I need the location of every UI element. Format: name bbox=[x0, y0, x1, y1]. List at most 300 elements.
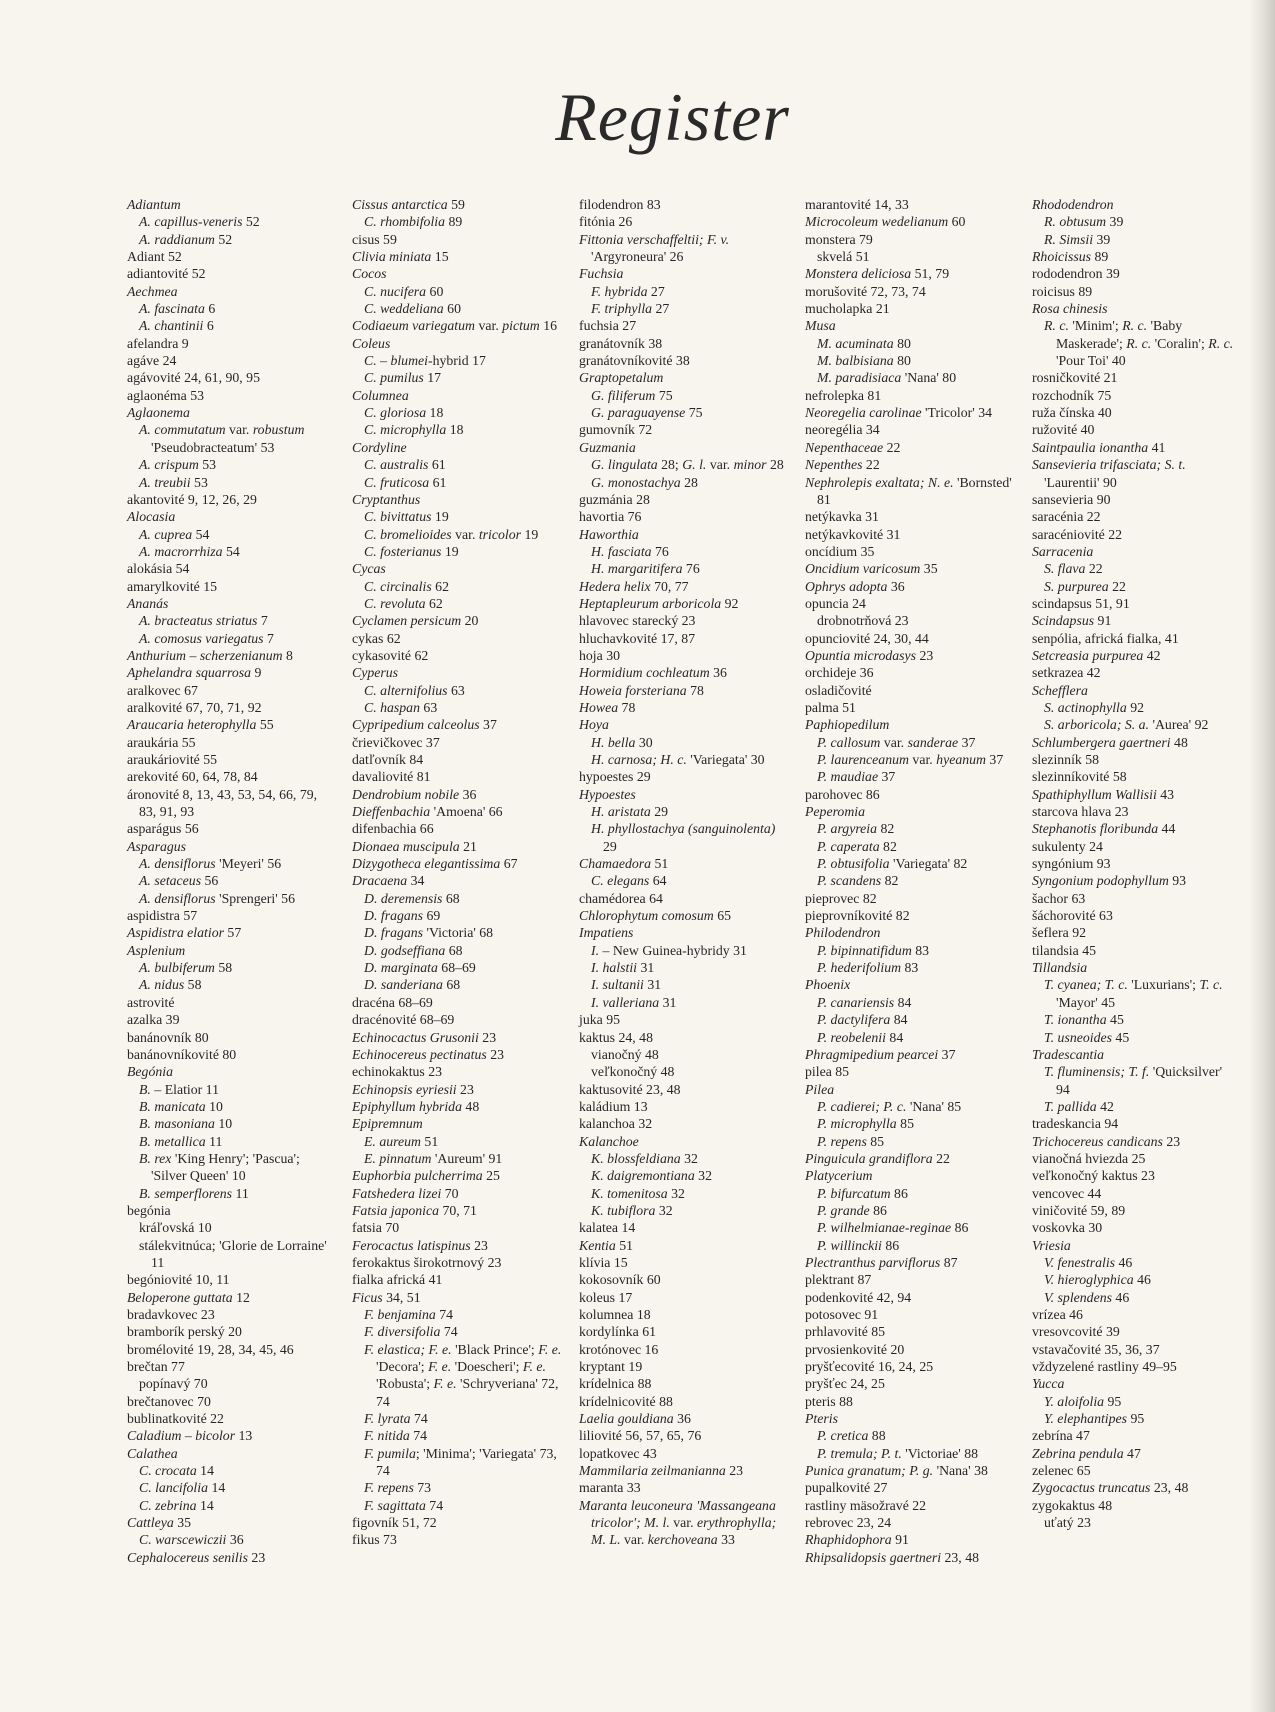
index-entry bbox=[579, 1219, 789, 1236]
entry-text: 32 bbox=[667, 1185, 685, 1201]
entry-text-italic: Howeia forsteriana bbox=[579, 682, 687, 698]
index-entry bbox=[352, 1185, 562, 1202]
entry-text-italic: A. raddianum bbox=[139, 231, 215, 247]
index-subentry bbox=[1032, 699, 1237, 716]
index-subentry bbox=[805, 1237, 1015, 1254]
index-column-1 bbox=[127, 196, 337, 1566]
index-subentry bbox=[352, 1427, 562, 1444]
entry-text-italic: Rhododendron bbox=[1032, 197, 1114, 212]
entry-text-italic: C. fosterianus bbox=[364, 543, 442, 559]
index-entry bbox=[1032, 508, 1237, 525]
index-entry bbox=[127, 1410, 337, 1427]
index-entry bbox=[1032, 1341, 1237, 1358]
entry-text: 19 bbox=[521, 526, 539, 542]
index-subentry bbox=[1032, 976, 1237, 1011]
entry-text: var. bbox=[225, 422, 253, 438]
index-subentry bbox=[579, 751, 789, 768]
entry-text-italic: C. – blumei bbox=[364, 353, 428, 369]
index-subentry bbox=[352, 213, 562, 230]
index-entry bbox=[352, 491, 562, 508]
entry-text: araukáriovité 55 bbox=[127, 752, 218, 767]
entry-text-italic: A. crispum bbox=[139, 457, 199, 473]
entry-text: ružovité 40 bbox=[1032, 422, 1095, 438]
entry-text: 45 bbox=[1106, 1012, 1124, 1028]
index-entry bbox=[805, 231, 1015, 248]
index-subentry bbox=[579, 560, 789, 577]
entry-text: 'Quicksilver' 94 bbox=[1056, 1064, 1223, 1097]
index-entry bbox=[805, 300, 1015, 317]
index-entry bbox=[805, 508, 1015, 525]
entry-text: 25 bbox=[482, 1168, 500, 1184]
index-entry bbox=[805, 664, 1015, 681]
index-entry bbox=[579, 716, 789, 733]
entry-text: lopatkovec 43 bbox=[579, 1445, 657, 1461]
entry-text: 76 bbox=[682, 561, 700, 577]
entry-text: ; 'Minima'; 'Variegata' 73, 74 bbox=[376, 1445, 557, 1479]
index-subentry bbox=[805, 1202, 1015, 1219]
entry-text: 47 bbox=[1123, 1445, 1141, 1461]
entry-text: kaktus 24, 48 bbox=[579, 1029, 653, 1045]
entry-text: sansevieria 90 bbox=[1032, 491, 1111, 507]
entry-text: krídelnica 88 bbox=[579, 1376, 652, 1392]
entry-text: 82 bbox=[879, 838, 897, 854]
entry-text: bromélovité 19, 28, 34, 45, 46 bbox=[127, 1341, 294, 1357]
entry-text-italic: Nepenthaceae bbox=[805, 439, 884, 455]
index-entry bbox=[579, 335, 789, 352]
index-entry bbox=[1032, 838, 1237, 855]
entry-text: 92 bbox=[721, 595, 739, 611]
index-entry bbox=[579, 1289, 789, 1306]
index-entry bbox=[352, 1063, 562, 1080]
index-entry bbox=[352, 630, 562, 647]
index-entry bbox=[805, 1531, 1015, 1548]
entry-text-italic: Ophrys adopta bbox=[805, 578, 888, 594]
entry-text: 51 bbox=[651, 856, 669, 872]
index-entry bbox=[1032, 265, 1237, 282]
entry-text-italic: I. valleriana bbox=[591, 994, 660, 1010]
index-subentry bbox=[805, 1445, 1015, 1462]
entry-text: 56 bbox=[201, 873, 219, 889]
index-entry bbox=[579, 213, 789, 230]
index-entry bbox=[1032, 369, 1237, 386]
index-subentry bbox=[127, 1531, 337, 1548]
entry-text: 85 bbox=[866, 1133, 885, 1149]
entry-text: 86 bbox=[869, 1202, 887, 1218]
entry-text-italic: Coleus bbox=[352, 335, 391, 351]
index-entry bbox=[579, 369, 789, 386]
entry-text: vždyzelené rastliny 49–95 bbox=[1032, 1359, 1177, 1375]
entry-text: veľkonočný 48 bbox=[591, 1064, 675, 1080]
index-subentry bbox=[352, 421, 562, 438]
entry-text: scindapsus 51, 91 bbox=[1032, 595, 1130, 611]
entry-text-italic: Vriesia bbox=[1032, 1237, 1071, 1253]
entry-text: 74 bbox=[410, 1411, 428, 1427]
entry-text: 70 bbox=[441, 1185, 459, 1201]
index-subentry bbox=[352, 1479, 562, 1496]
entry-text-italic: C. nucifera bbox=[364, 283, 427, 299]
index-entry bbox=[352, 612, 562, 629]
entry-text-italic: G. l. bbox=[682, 457, 707, 473]
index-column-3 bbox=[579, 196, 789, 1549]
entry-text-italic: V. hieroglyphica bbox=[1044, 1272, 1134, 1288]
entry-text-italic: S. arboricola; S. a. bbox=[1044, 717, 1150, 733]
entry-text-italic: Beloperone guttata bbox=[127, 1289, 233, 1305]
index-subentry bbox=[579, 300, 789, 317]
index-entry bbox=[805, 1375, 1015, 1392]
entry-text: 32 bbox=[655, 1202, 673, 1218]
entry-text: 37 bbox=[479, 717, 497, 733]
entry-text: 'Nana' 80 bbox=[901, 370, 957, 386]
entry-text: 80 bbox=[893, 353, 911, 369]
index-entry bbox=[579, 1375, 789, 1392]
index-subentry bbox=[127, 855, 337, 872]
entry-text-italic: Zebrina pendula bbox=[1032, 1445, 1124, 1461]
entry-text: adiantovité 52 bbox=[127, 266, 206, 282]
entry-text: 28 bbox=[766, 457, 784, 473]
entry-text: 'Laurentii' 90 bbox=[1044, 474, 1117, 490]
entry-text: 34, 51 bbox=[382, 1289, 421, 1305]
entry-text: senpólia, africká fialka, 41 bbox=[1032, 630, 1179, 646]
index-entry bbox=[127, 265, 337, 282]
entry-text: 28; bbox=[657, 457, 683, 473]
entry-text-italic: Maranta leuconeura 'Massangeana tricolor'; M. l. bbox=[579, 1497, 776, 1531]
entry-text-italic: Sansevieria trifasciata; S. t. bbox=[1032, 457, 1186, 473]
entry-text-italic: P. canariensis bbox=[817, 994, 895, 1010]
index-entry bbox=[805, 1081, 1015, 1098]
entry-text: 'Victoriae' 88 bbox=[901, 1445, 979, 1461]
entry-text: 'Sprengeri' 56 bbox=[215, 890, 295, 906]
index-entry bbox=[1032, 595, 1237, 612]
entry-text: šachor 63 bbox=[1032, 890, 1086, 906]
index-subentry bbox=[352, 907, 562, 924]
index-subentry bbox=[352, 369, 562, 386]
entry-text-italic: Cryptanthus bbox=[352, 491, 421, 507]
entry-text-italic: R. Simsii bbox=[1044, 231, 1094, 247]
index-entry bbox=[579, 1011, 789, 1028]
index-entry bbox=[579, 890, 789, 907]
index-subentry bbox=[352, 959, 562, 976]
index-subentry bbox=[1032, 1063, 1237, 1098]
entry-text-italic: Pteris bbox=[805, 1411, 838, 1427]
entry-text-italic: D. godseffiana bbox=[364, 942, 446, 958]
entry-text-italic: Chamaedora bbox=[579, 856, 652, 872]
index-entry bbox=[127, 768, 337, 785]
entry-text: 14 bbox=[196, 1463, 214, 1479]
entry-text: 'Doescheri'; bbox=[451, 1359, 523, 1375]
index-entry bbox=[352, 786, 562, 803]
index-entry bbox=[352, 838, 562, 855]
index-entry bbox=[579, 612, 789, 629]
index-subentry bbox=[352, 682, 562, 699]
entry-text: 23 bbox=[916, 647, 934, 663]
index-entry bbox=[127, 1202, 337, 1219]
index-entry bbox=[127, 1445, 337, 1462]
entry-text-italic: P. reobelenii bbox=[817, 1029, 886, 1045]
index-entry bbox=[352, 560, 562, 577]
entry-text: 18 bbox=[426, 405, 444, 421]
entry-text: 39 bbox=[1093, 231, 1111, 247]
index-entry bbox=[352, 768, 562, 785]
entry-text: 74 bbox=[425, 1497, 444, 1513]
index-entry bbox=[805, 1063, 1015, 1080]
index-subentry bbox=[579, 820, 789, 855]
index-entry bbox=[805, 1410, 1015, 1427]
entry-text-italic: F. hybrida bbox=[591, 283, 648, 299]
entry-text: 31 bbox=[637, 960, 655, 976]
entry-text: 55 bbox=[256, 717, 274, 733]
entry-text-italic: Hormidium cochleatum bbox=[579, 665, 710, 681]
entry-text-italic: H. phyllostachya (sanguinolenta) bbox=[591, 821, 776, 837]
index-entry bbox=[1032, 526, 1237, 543]
entry-text: 33 bbox=[717, 1532, 735, 1548]
entry-text-italic: P. hederifolium bbox=[817, 960, 902, 976]
entry-text: 20 bbox=[461, 613, 479, 629]
entry-text: 36 bbox=[226, 1532, 244, 1548]
entry-text: 'Schryveriana' 72, 74 bbox=[376, 1376, 559, 1409]
entry-text-italic: M. acuminata bbox=[817, 335, 894, 351]
index-subentry bbox=[127, 1497, 337, 1514]
index-entry bbox=[579, 231, 789, 266]
index-entry bbox=[127, 352, 337, 369]
entry-text: figovník 51, 72 bbox=[352, 1515, 437, 1531]
entry-text-italic: Cattleya bbox=[127, 1515, 174, 1531]
entry-text: begóniovité 10, 11 bbox=[127, 1272, 230, 1288]
index-entry bbox=[805, 421, 1015, 438]
index-entry bbox=[352, 1081, 562, 1098]
index-entry bbox=[127, 1549, 337, 1566]
index-entry bbox=[127, 1046, 337, 1063]
index-subentry bbox=[1032, 1514, 1237, 1531]
index-entry bbox=[127, 682, 337, 699]
index-entry bbox=[1032, 942, 1237, 959]
entry-text-italic: H. margaritifera bbox=[591, 561, 683, 577]
entry-text: 19 bbox=[441, 543, 459, 559]
index-subentry bbox=[352, 699, 562, 716]
entry-text: opuncia 24 bbox=[805, 595, 866, 611]
entry-text: 73 bbox=[413, 1480, 432, 1496]
index-subentry bbox=[1032, 231, 1237, 248]
index-subentry bbox=[127, 1115, 337, 1132]
index-subentry bbox=[579, 734, 789, 751]
entry-text: 36 bbox=[459, 786, 477, 802]
entry-text: echinokaktus 23 bbox=[352, 1064, 443, 1080]
entry-text-italic: Philodendron bbox=[805, 925, 881, 941]
entry-text: 7 bbox=[263, 630, 274, 646]
index-subentry bbox=[352, 1323, 562, 1340]
entry-text: 'Nana' 38 bbox=[933, 1463, 988, 1479]
index-entry bbox=[352, 647, 562, 664]
entry-text: 9 bbox=[251, 665, 262, 681]
entry-text: netýkavkovité 31 bbox=[805, 526, 901, 542]
entry-text: 22 bbox=[1085, 561, 1103, 577]
entry-text: 84 bbox=[885, 1029, 904, 1045]
entry-text-italic: T. usneoides bbox=[1044, 1029, 1112, 1045]
entry-text: tilandsia 45 bbox=[1032, 942, 1096, 958]
register-index bbox=[0, 196, 1275, 1596]
entry-text-italic: Anthurium – scherzenianum bbox=[127, 647, 283, 663]
entry-text: 15 bbox=[431, 249, 449, 265]
index-entry bbox=[805, 1462, 1015, 1479]
entry-text-italic: Peperomia bbox=[805, 804, 866, 820]
entry-text-italic: Setcreasia purpurea bbox=[1032, 647, 1144, 663]
index-subentry bbox=[579, 1046, 789, 1063]
index-entry bbox=[805, 1323, 1015, 1340]
entry-text-italic: A. bulbiferum bbox=[139, 960, 215, 976]
entry-text-italic: Rhoicissus bbox=[1032, 249, 1092, 265]
index-subentry bbox=[352, 508, 562, 525]
entry-text: 'Amoena' 66 bbox=[430, 804, 503, 820]
index-entry bbox=[579, 352, 789, 369]
entry-text: 76 bbox=[651, 543, 669, 559]
index-subentry bbox=[127, 1375, 337, 1392]
index-entry bbox=[1032, 959, 1237, 976]
entry-text: 'Baby Maskerade'; bbox=[1056, 318, 1183, 351]
entry-text-italic: A. macrorrhiza bbox=[139, 543, 223, 559]
entry-text: drobnotrňová 23 bbox=[817, 613, 909, 629]
entry-text-italic: Haworthia bbox=[579, 526, 639, 542]
entry-text-italic: C. australis bbox=[364, 457, 429, 473]
index-entry bbox=[127, 664, 337, 681]
index-subentry bbox=[352, 890, 562, 907]
entry-text-italic: pictum bbox=[502, 318, 540, 334]
index-subentry bbox=[127, 300, 337, 317]
index-entry bbox=[127, 1514, 337, 1531]
entry-text: vrízea 46 bbox=[1032, 1307, 1083, 1322]
index-entry bbox=[352, 855, 562, 872]
entry-text: asparágus 56 bbox=[127, 821, 199, 837]
entry-text: veľkonočný kaktus 23 bbox=[1032, 1168, 1155, 1184]
entry-text-italic: M. paradisiaca bbox=[817, 370, 902, 386]
index-entry bbox=[352, 1237, 562, 1254]
entry-text: pryšťecovité 16, 24, 25 bbox=[805, 1359, 934, 1375]
entry-text: 37 bbox=[958, 734, 976, 750]
entry-text: 53 bbox=[190, 474, 208, 490]
index-subentry bbox=[352, 352, 562, 369]
entry-text: 78 bbox=[686, 682, 704, 698]
index-entry bbox=[1032, 439, 1237, 456]
entry-text-italic: Platycerium bbox=[805, 1168, 873, 1184]
entry-text: 'Tricolor' 34 bbox=[921, 405, 992, 421]
entry-text-italic: A. fascinata bbox=[139, 301, 205, 317]
entry-text-italic: D. fragans bbox=[364, 925, 424, 941]
entry-text: fuchsia 27 bbox=[579, 318, 637, 334]
entry-text: 51 bbox=[420, 1133, 439, 1149]
index-entry bbox=[1032, 682, 1237, 699]
entry-text: var. bbox=[706, 457, 734, 473]
index-entry bbox=[352, 1098, 562, 1115]
entry-text-italic: E. pinnatum bbox=[364, 1150, 432, 1166]
entry-text: 34 bbox=[407, 873, 425, 889]
index-entry bbox=[1032, 612, 1237, 629]
entry-text: 6 bbox=[204, 301, 216, 317]
index-subentry bbox=[805, 872, 1015, 889]
index-subentry bbox=[127, 612, 337, 629]
index-entry bbox=[1032, 1219, 1237, 1236]
entry-text: 36 bbox=[887, 578, 905, 594]
entry-text-italic: F. diversifolia bbox=[364, 1324, 441, 1340]
entry-text: 21 bbox=[459, 838, 477, 854]
entry-text-italic: P. laurenceanum bbox=[817, 752, 909, 767]
entry-text-italic: Microcoleum wedelianum bbox=[805, 214, 949, 230]
index-subentry bbox=[352, 1410, 562, 1427]
index-entry bbox=[352, 803, 562, 820]
entry-text: marantovité 14, 33 bbox=[805, 197, 909, 212]
entry-text-italic: B. manicata bbox=[139, 1098, 206, 1114]
entry-text-italic: Graptopetalum bbox=[579, 370, 664, 386]
index-entry bbox=[352, 1219, 562, 1236]
page-edge-shadow bbox=[1249, 0, 1275, 1712]
index-entry bbox=[579, 508, 789, 525]
entry-text: potosovec 91 bbox=[805, 1307, 879, 1322]
entry-text-italic: Scindapsus bbox=[1032, 613, 1095, 629]
index-subentry bbox=[352, 942, 562, 959]
entry-text-italic: C. bromelioides bbox=[364, 526, 452, 542]
entry-text: 60 bbox=[426, 283, 444, 299]
entry-text: 52 bbox=[214, 231, 233, 247]
entry-text: 48 bbox=[461, 1098, 480, 1114]
index-entry bbox=[579, 1462, 789, 1479]
index-entry bbox=[1032, 734, 1237, 751]
entry-text: 61 bbox=[428, 457, 446, 473]
index-entry bbox=[127, 578, 337, 595]
entry-text: aralkovité 67, 70, 71, 92 bbox=[127, 699, 262, 715]
entry-text-italic: Euphorbia pulcherrima bbox=[352, 1168, 483, 1184]
index-entry bbox=[1032, 1046, 1237, 1063]
index-entry bbox=[579, 630, 789, 647]
index-entry bbox=[127, 1289, 337, 1306]
index-subentry bbox=[127, 1098, 337, 1115]
entry-text: 82 bbox=[881, 873, 899, 889]
index-entry bbox=[805, 716, 1015, 733]
index-subentry bbox=[579, 942, 789, 959]
entry-text: 64 bbox=[649, 873, 667, 889]
page-title: Register bbox=[555, 79, 790, 155]
entry-text: 'Minim'; bbox=[1068, 318, 1123, 334]
index-entry bbox=[1032, 768, 1237, 785]
entry-text: var. bbox=[620, 1532, 648, 1548]
entry-text: 59 bbox=[447, 197, 465, 212]
index-entry bbox=[805, 439, 1015, 456]
index-subentry bbox=[127, 543, 337, 560]
index-entry bbox=[1032, 1167, 1237, 1184]
index-entry bbox=[127, 734, 337, 751]
index-entry bbox=[127, 560, 337, 577]
entry-text-italic: Clivia miniata bbox=[352, 249, 432, 265]
entry-text-italic: P. argyreia bbox=[817, 821, 878, 837]
index-entry bbox=[352, 1115, 562, 1132]
entry-text: 95 bbox=[1104, 1393, 1122, 1409]
entry-text: 39 bbox=[1106, 214, 1124, 230]
entry-text: podenkovité 42, 94 bbox=[805, 1289, 912, 1305]
entry-text: cykasovité 62 bbox=[352, 647, 429, 663]
index-entry bbox=[1032, 300, 1237, 317]
entry-text: 23, 48 bbox=[1150, 1480, 1189, 1496]
entry-text-italic: R. obtusum bbox=[1044, 214, 1107, 230]
index-subentry bbox=[805, 1115, 1015, 1132]
index-entry bbox=[1032, 1427, 1237, 1444]
entry-text: hypoestes 29 bbox=[579, 769, 651, 785]
entry-text-italic: B. semperflorens bbox=[139, 1185, 232, 1201]
entry-text: chamédorea 64 bbox=[579, 890, 663, 906]
entry-text-italic: D. marginata bbox=[364, 960, 438, 976]
entry-text: datľovník 84 bbox=[352, 752, 424, 767]
entry-text: var. bbox=[908, 752, 937, 767]
entry-text-italic: P. obtusifolia bbox=[817, 856, 890, 872]
entry-text-italic: A. treubii bbox=[139, 474, 191, 490]
index-subentry bbox=[352, 1497, 562, 1514]
index-entry bbox=[127, 595, 337, 612]
entry-text-italic: A. comosus variegatus bbox=[139, 630, 264, 646]
